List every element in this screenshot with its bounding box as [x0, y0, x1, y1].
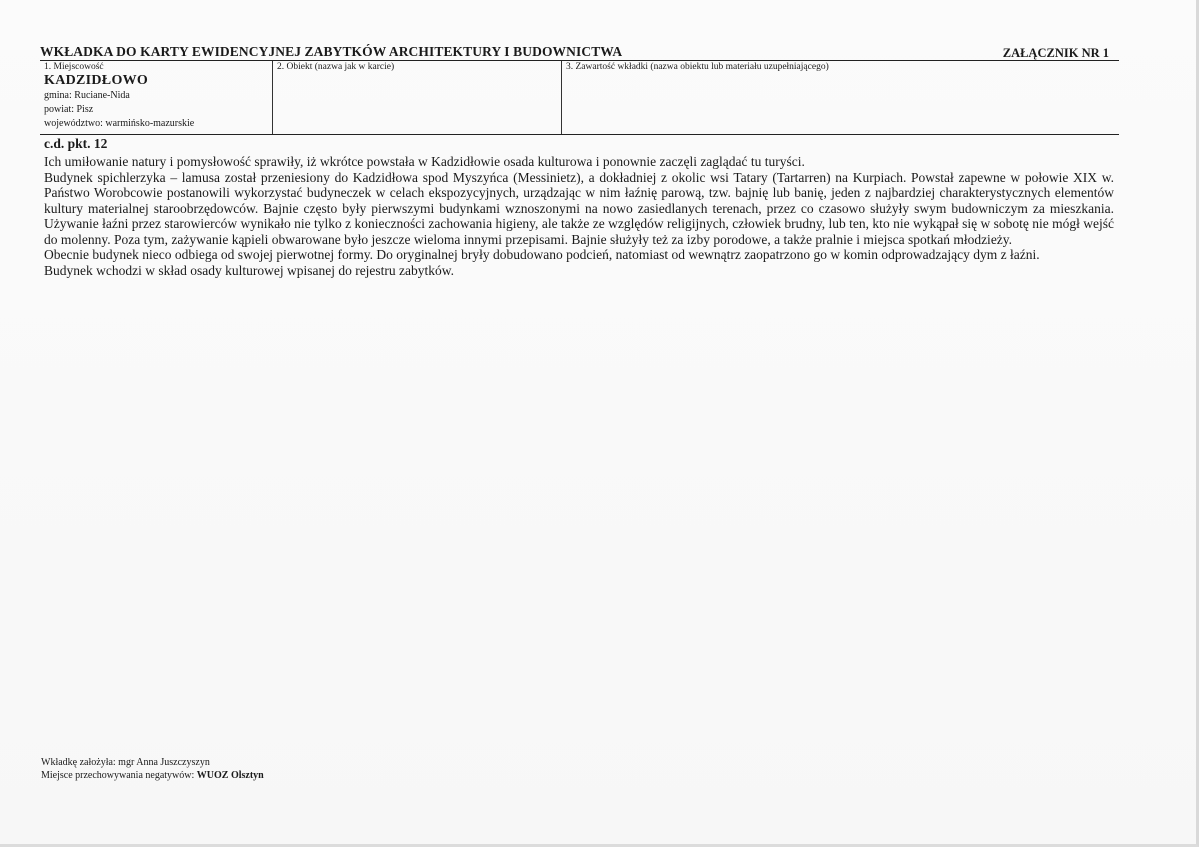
document-footer [41, 756, 264, 782]
paragraph: Budynek wchodzi w skład osady kulturowej wpisanej do rejestru zabytków. [44, 262, 455, 278]
powiat-line: powiat: Pisz [44, 104, 94, 115]
fields-bottom-divider [40, 134, 1119, 135]
storage-line [41, 769, 264, 782]
contents-label: 3. Zawartość wkładki (nazwa obiektu lub materiału uzupełniającego) [566, 62, 829, 72]
paragraph: Ich umiłowanie natury i pomysłowość sprawiły, iż wkrótce powstała w Kadzidłowie osada kulturowa i ponownie zaczęli zaglądać tu turyści. [44, 154, 805, 169]
author-line: Wkładkę założyła: mgr Anna Juszczyszyn [41, 757, 210, 768]
attachment-number: ZAŁĄCZNIK NR 1 [1002, 46, 1109, 60]
object-label: 2. Obiekt (nazwa jak w karcie) [277, 62, 395, 72]
paragraph: Obecnie budynek nieco odbiega od swojej pierwotnej formy. Do oryginalnej bryły dobudowano podcień, natomiast od wewnątrz zaopatrzono go w komin odprowadzający dym z łaźni. [44, 247, 1040, 262]
locality-label: 1. Miejscowość [44, 62, 104, 72]
contents-cell [561, 61, 1119, 134]
body-text [44, 154, 1114, 278]
wojewodztwo-line: województwo: warmińsko-mazurskie [44, 118, 195, 129]
object-cell [272, 61, 561, 134]
paragraph: Budynek spichlerzyka – lamusa został przeniesiony do Kadzidłowa spod Myszyńca (Messinietz), a dokładniej z okolic wsi Tatary (Tartarren) na Kurpiach. Powstał zapewne w połowie XIX w. Państwo Worobcowie postanowili wykorzystać budyneczek w celach ekspozycyjnych, urządzając w nim łaźnię parową, tzw. bajnię lub banię, jeden z najbardziej charakterystycznych elementów kultury materialnej staroobrzędowców. Bajnie często były pierwszymi budynkami wznoszonymi na nowo zasiedlanych terenach, przez co czasowo służyły swym budowniczym za mieszkania. Używanie łaźni przez starowierców wynikało nie tylko z konieczności zachowania higieny, ale także ze względów religijnych, człowiek brudny, lub ten, kto nie wykąpał się w sobotę nie mógł wejść do molenny. Poza tym, zażywanie kąpieli obwarowane było jeszcze wieloma innymi przepisami. Bajnie służyły też za izby porodowe, a także pralnie i miejsca spotkań młodzieży. [44, 169, 1114, 247]
locality-value: KADZIDŁOWO [44, 73, 149, 88]
document-header [40, 44, 1119, 60]
record-fields-table [40, 61, 1119, 134]
locality-cell [40, 61, 272, 134]
storage-label: Miejsce przechowywania negatywów: [41, 770, 197, 781]
document-title: WKŁADKA DO KARTY EWIDENCYJNEJ ZABYTKÓW ARCHITEKTURY I BUDOWNICTWA [40, 44, 623, 59]
storage-value: WUOZ Olsztyn [196, 770, 264, 781]
section-heading: c.d. pkt. 12 [44, 136, 108, 151]
gmina-line: gmina: Ruciane-Nida [44, 90, 130, 101]
